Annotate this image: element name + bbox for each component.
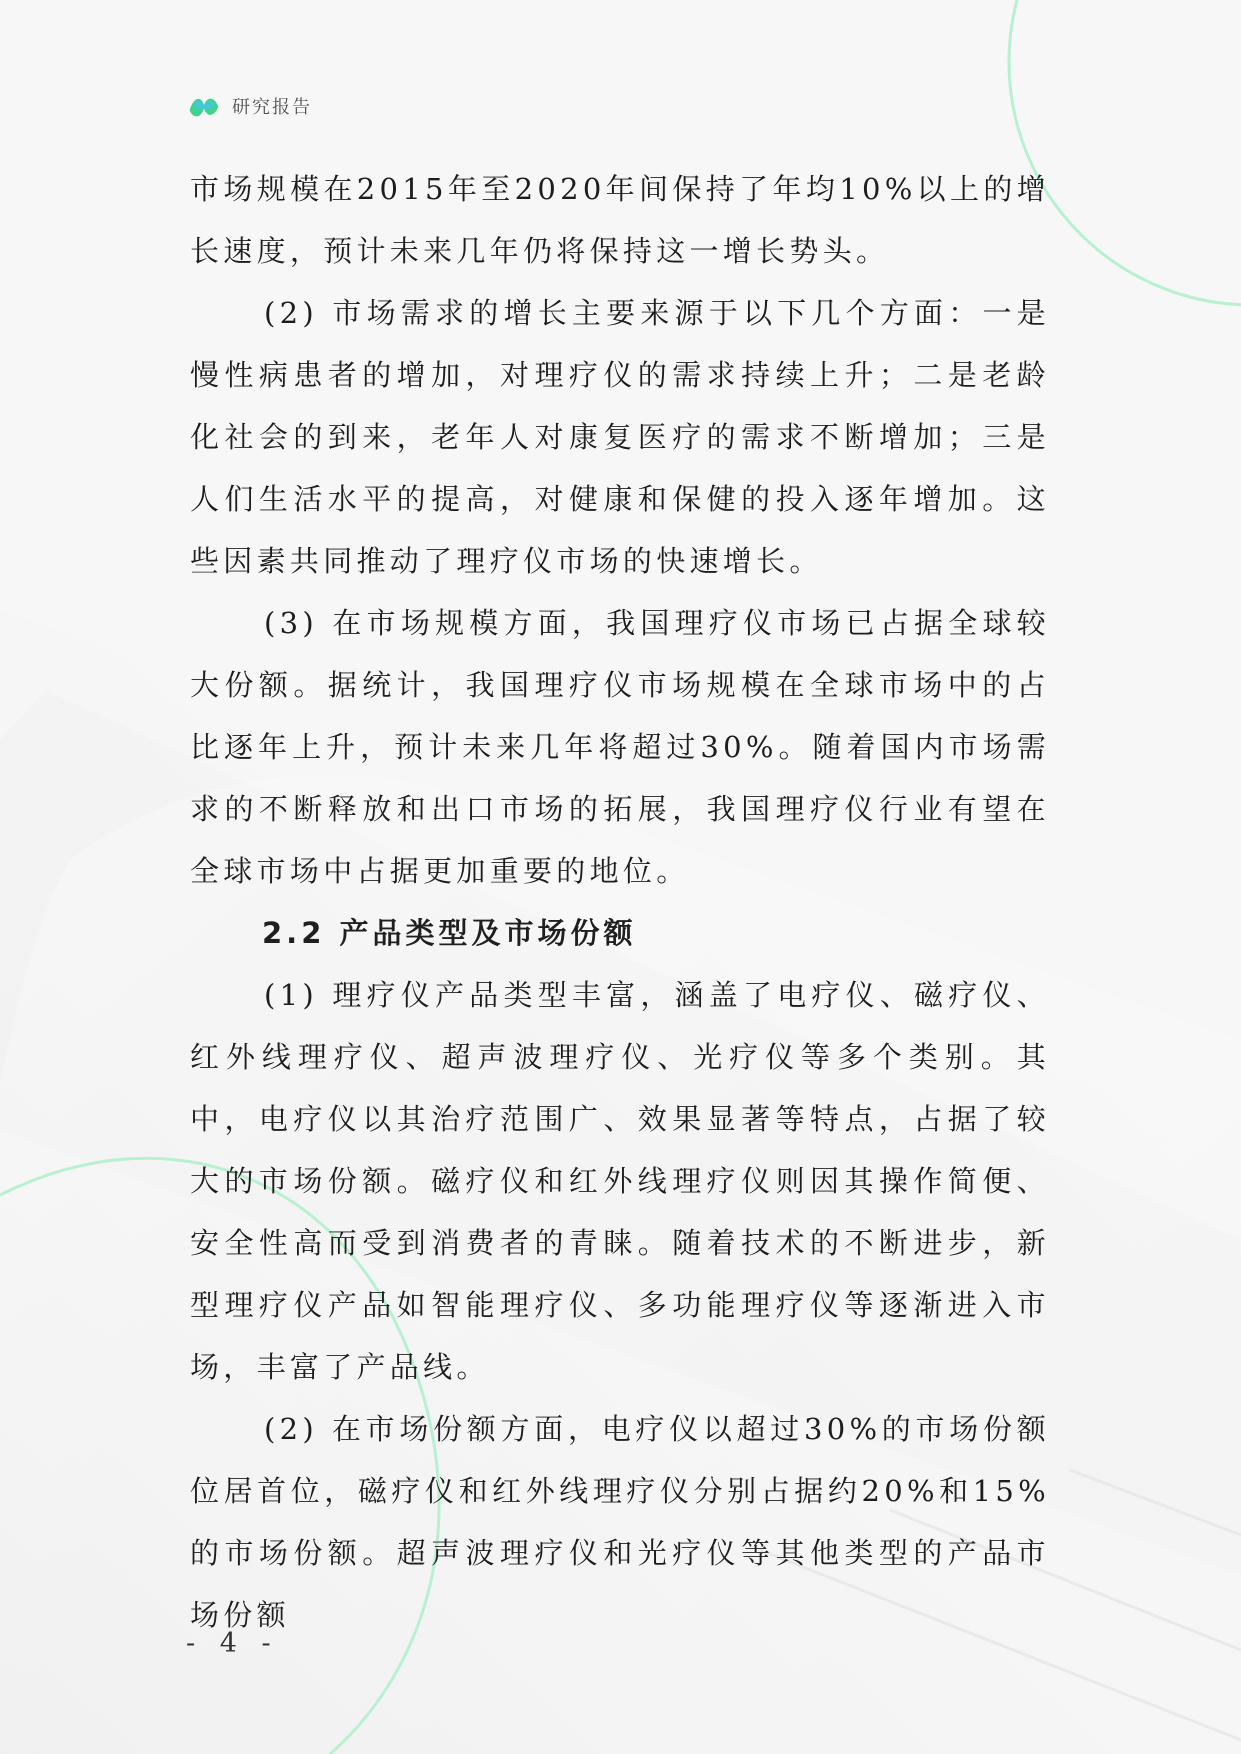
report-logo-icon (186, 90, 222, 122)
page-number: - 4 - (186, 1628, 279, 1659)
paragraph-market-scale: (3) 在市场规模方面，我国理疗仪市场已占据全球较大份额。据统计，我国理疗仪市场规模在全球市场中的占比逐年上升，预计未来几年将超过30%。随着国内市场需求的不断释放和出口市场的拓展，我国理疗仪行业有望在全球市场中占据更加重要的地位。 (190, 606, 1050, 888)
paragraph-demand-growth: (2) 市场需求的增长主要来源于以下几个方面：一是慢性病患者的增加，对理疗仪的需求持续上升；二是老龄化社会的到来，老年人对康复医疗的需求不断增加；三是人们生活水平的提高，对健康和保健的投入逐年增加。这些因素共同推动了理疗仪市场的快速增长。 (190, 296, 1050, 578)
document-header (186, 88, 312, 124)
paragraph-market-share: (2) 在市场份额方面，电疗仪以超过30%的市场份额位居首位，磁疗仪和红外线理疗仪分别占据约20%和15%的市场份额。超声波理疗仪和光疗仪等其他类型的产品市场份额 (190, 1412, 1050, 1632)
section-heading-product-types: 2.2 产品类型及市场份额 (262, 916, 637, 950)
report-body (190, 158, 1050, 1646)
paragraph-market-size-continuation: 市场规模在2015年至2020年间保持了年均10%以上的增长速度，预计未来几年仍将保持这一增长势头。 (190, 172, 1050, 268)
paragraph-product-types: (1) 理疗仪产品类型丰富，涵盖了电疗仪、磁疗仪、红外线理疗仪、超声波理疗仪、光疗仪等多个类别。其中，电疗仪以其治疗范围广、效果显著等特点，占据了较大的市场份额。磁疗仪和红外线理疗仪则因其操作简便、安全性高而受到消费者的青睐。随着技术的不断进步，新型理疗仪产品如智能理疗仪、多功能理疗仪等逐渐进入市场，丰富了产品线。 (190, 978, 1050, 1384)
header-title: 研究报告 (232, 97, 312, 118)
